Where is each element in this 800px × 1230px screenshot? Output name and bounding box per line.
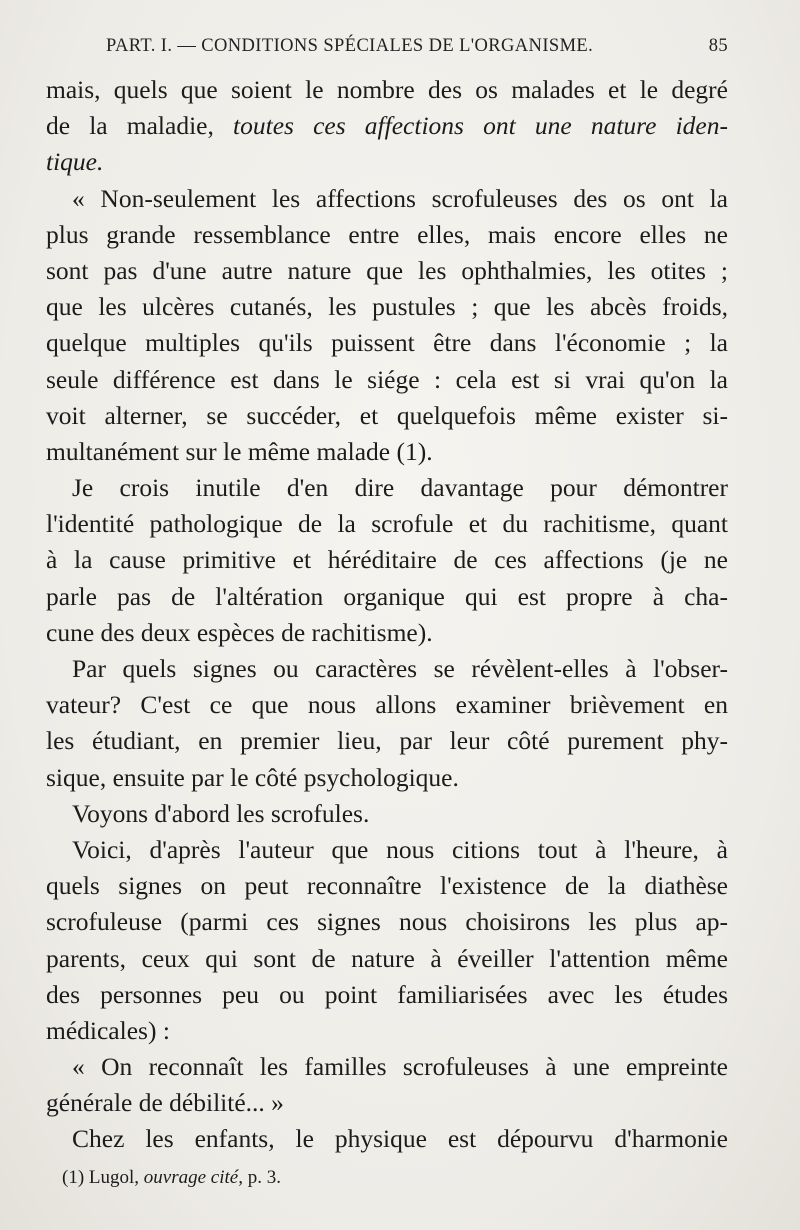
text-line: parents, ceux qui sont de nature à éveiller l'attention même [46, 943, 728, 973]
text-line: seule différence est dans le siége : cela est si vrai qu'on la [46, 364, 728, 394]
body-text [46, 72, 728, 1158]
footnote [62, 1167, 281, 1189]
text-line: multanément sur le même malade (1). [46, 436, 433, 466]
text-line [46, 144, 728, 180]
text-line: « On reconnaît les familles scrofuleuses à une empreinte [72, 1052, 728, 1082]
italic-run: tique. [46, 147, 104, 177]
text-line: parle pas de l'altération organique qui est propre à cha- [46, 581, 728, 611]
text-line: sont pas d'une autre nature que les ophthalmies, les otites ; [46, 255, 728, 285]
text-line: l'identité pathologique de la scrofule et du rachitisme, quant [46, 509, 728, 539]
text-line: Je crois inutile d'en dire davantage pour démontrer [72, 473, 728, 503]
text-line [46, 108, 728, 144]
footnote-author: Lugol, [88, 1167, 140, 1188]
text-line: Par quels signes ou caractères se révèlent-elles à l'obser- [72, 654, 728, 683]
text-line: Chez les enfants, le physique est dépourvu d'harmonie [72, 1124, 728, 1154]
page-header [106, 36, 728, 60]
text-run: de la maladie, [46, 111, 214, 141]
italic-run: toutes ces affections ont une nature iden- [233, 111, 728, 141]
text-line: « Non-seulement les affections scrofuleuses des os ont la [72, 183, 728, 213]
text-line: quelque multiples qu'ils puissent être dans l'économie ; la [46, 328, 728, 358]
text-line: scrofuleuse (parmi ces signes nous choisirons les plus ap- [46, 907, 728, 937]
text-line: Voyons d'abord les scrofules. [72, 798, 370, 828]
text-line: des personnes peu ou point familiarisées avec les études [46, 979, 728, 1009]
text-line: les étudiant, en premier lieu, par leur côté purement phy- [46, 726, 728, 756]
running-title: PART. I. — CONDITIONS SPÉCIALES DE L'ORGANISME. [106, 36, 594, 56]
text-line: voit alterner, se succéder, et quelquefois même exister si- [46, 400, 728, 430]
text-line: sique, ensuite par le côté psychologique. [46, 762, 459, 792]
footnote-marker: (1) [62, 1167, 85, 1188]
text-line: vateur? C'est ce que nous allons examiner brièvement en [46, 690, 728, 720]
page-number: 85 [708, 36, 728, 56]
footnote-page: p. 3. [247, 1167, 281, 1188]
text-line: mais, quels que soient le nombre des os malades et le degré [46, 75, 728, 104]
text-line: médicales) : [46, 1015, 170, 1045]
text-line: quels signes on peut reconnaître l'existence de la diathèse [46, 871, 728, 901]
text-line: générale de débilité... » [46, 1088, 284, 1118]
text-line: à la cause primitive et héréditaire de ces affections (je ne [46, 545, 728, 575]
footnote-work: ouvrage cité, [143, 1167, 243, 1188]
text-line: que les ulcères cutanés, les pustules ; que les abcès froids, [46, 292, 728, 322]
text-line: cune des deux espèces de rachitisme). [46, 617, 433, 647]
text-line: plus grande ressemblance entre elles, mais encore elles ne [46, 219, 728, 249]
text-line: Voici, d'après l'auteur que nous citions tout à l'heure, à [72, 834, 728, 864]
